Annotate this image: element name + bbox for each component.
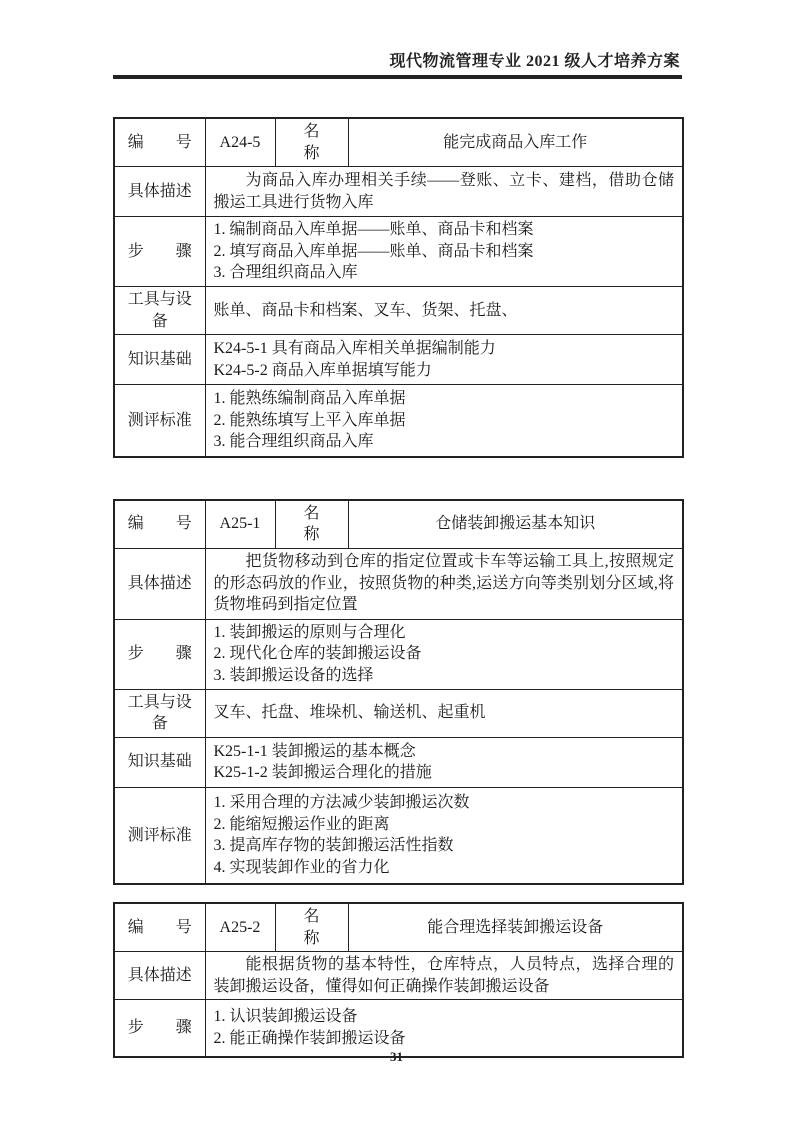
- table-row-description: [114, 167, 683, 217]
- name-label: 名 称: [275, 903, 348, 952]
- code-label: 编 号: [114, 118, 205, 167]
- steps-value: [205, 619, 683, 689]
- text-line: 2. 能熟练填写上平入库单据: [213, 411, 406, 429]
- table-row-description: [114, 548, 683, 619]
- steps-label: 步 骤: [114, 1000, 205, 1057]
- text-line: 1. 采用合理的方法减少装卸搬运次数: [213, 794, 470, 812]
- description-value: 把货物移动到仓库的指定位置或卡车等运输工具上,按照规定的形态码放的作业，按照货物的种类,运送方向等类别划分区域,将货物堆码到指定位置: [205, 548, 683, 619]
- code-value: A25-1: [205, 500, 275, 549]
- text-line: 1. 能熟练编制商品入库单据: [213, 390, 406, 407]
- criteria-value: [205, 787, 683, 884]
- description-label: 具体描述: [114, 548, 205, 619]
- criteria-label: 测评标准: [114, 385, 205, 457]
- table-row-steps: [114, 619, 683, 689]
- knowledge-value: [205, 335, 683, 385]
- page-header: [113, 0, 682, 79]
- spec-table-a24-5: [113, 117, 684, 458]
- spec-table-a25-1: [113, 499, 684, 886]
- table-row-tools: [114, 689, 683, 737]
- code-value: A24-5: [205, 118, 275, 167]
- name-label: 名 称: [275, 118, 348, 167]
- text-line: K25-1-2 装卸搬运合理化的措施: [213, 764, 432, 781]
- text-line: 3. 提高库存物的装卸搬运活性指数: [213, 837, 454, 855]
- text-line: 1. 装卸搬运的原则与合理化: [213, 623, 406, 641]
- table-row-tools: [114, 287, 683, 335]
- steps-label: 步 骤: [114, 217, 205, 287]
- name-value: 能合理选择装卸搬运设备: [348, 903, 683, 952]
- name-value: 仓储装卸搬运基本知识: [348, 500, 683, 549]
- table-row-code-name: [114, 118, 683, 167]
- table-row-steps: [114, 217, 683, 287]
- text-line: 2. 能正确操作装卸搬运设备: [213, 1029, 406, 1047]
- text-line: 3. 装卸搬运设备的选择: [213, 666, 374, 684]
- table-row-knowledge: [114, 335, 683, 385]
- text-line: 3. 能合理组织商品入库: [213, 433, 374, 450]
- text-line: 2. 填写商品入库单据——账单、商品卡和档案: [213, 242, 534, 260]
- table-row-code-name: [114, 500, 683, 549]
- page-footer: [0, 1048, 793, 1066]
- page-number: 31: [390, 1049, 403, 1064]
- name-value: 能完成商品入库工作: [348, 118, 683, 167]
- content-column: [113, 0, 682, 1058]
- text-line: K25-1-1 装卸搬运的基本概念: [213, 742, 416, 760]
- text-line: 4. 实现装卸作业的省力化: [213, 858, 390, 876]
- text-line: 1. 编制商品入库单据——账单、商品卡和档案: [213, 221, 534, 239]
- steps-value: [205, 217, 683, 287]
- criteria-value: [205, 385, 683, 457]
- code-label: 编 号: [114, 500, 205, 549]
- description-value: 能根据货物的基本特性，仓库特点，人员特点，选择合理的装卸搬运设备，懂得如何正确操作装卸搬运设备: [205, 952, 683, 1000]
- code-value: A25-2: [205, 903, 275, 952]
- code-label: 编 号: [114, 903, 205, 952]
- tools-label: 工具与设备: [114, 287, 205, 335]
- text-line: 2. 现代化仓库的装卸搬运设备: [213, 645, 422, 663]
- knowledge-label: 知识基础: [114, 737, 205, 787]
- text-line: K24-5-2 商品入库单据填写能力: [213, 361, 432, 379]
- criteria-label: 测评标准: [114, 787, 205, 884]
- text-line: K24-5-1 具有商品入库相关单据编制能力: [213, 340, 496, 357]
- knowledge-label: 知识基础: [114, 335, 205, 385]
- description-label: 具体描述: [114, 167, 205, 217]
- knowledge-value: [205, 737, 683, 787]
- tools-value: 叉车、托盘、堆垛机、输送机、起重机: [205, 689, 683, 737]
- description-label: 具体描述: [114, 952, 205, 1000]
- name-label: 名 称: [275, 500, 348, 549]
- header-rule: [113, 75, 682, 79]
- tools-label: 工具与设备: [114, 689, 205, 737]
- text-line: 1. 认识装卸搬运设备: [213, 1008, 358, 1026]
- table-row-criteria: [114, 787, 683, 884]
- description-value: 为商品入库办理相关手续——登账、立卡、建档，借助仓储搬运工具进行货物入库: [205, 167, 683, 217]
- table-row-knowledge: [114, 737, 683, 787]
- spec-table-a25-2: [113, 902, 684, 1058]
- steps-label: 步 骤: [114, 619, 205, 689]
- text-line: 2. 能缩短搬运作业的距离: [213, 815, 390, 833]
- table-row-description: [114, 952, 683, 1000]
- header-title: 现代物流管理专业 2021 级人才培养方案: [389, 53, 680, 70]
- tools-value: 账单、商品卡和档案、叉车、货架、托盘、: [205, 287, 683, 335]
- text-line: 3. 合理组织商品入库: [213, 264, 358, 282]
- table-row-code-name: [114, 903, 683, 952]
- table-row-criteria: [114, 385, 683, 457]
